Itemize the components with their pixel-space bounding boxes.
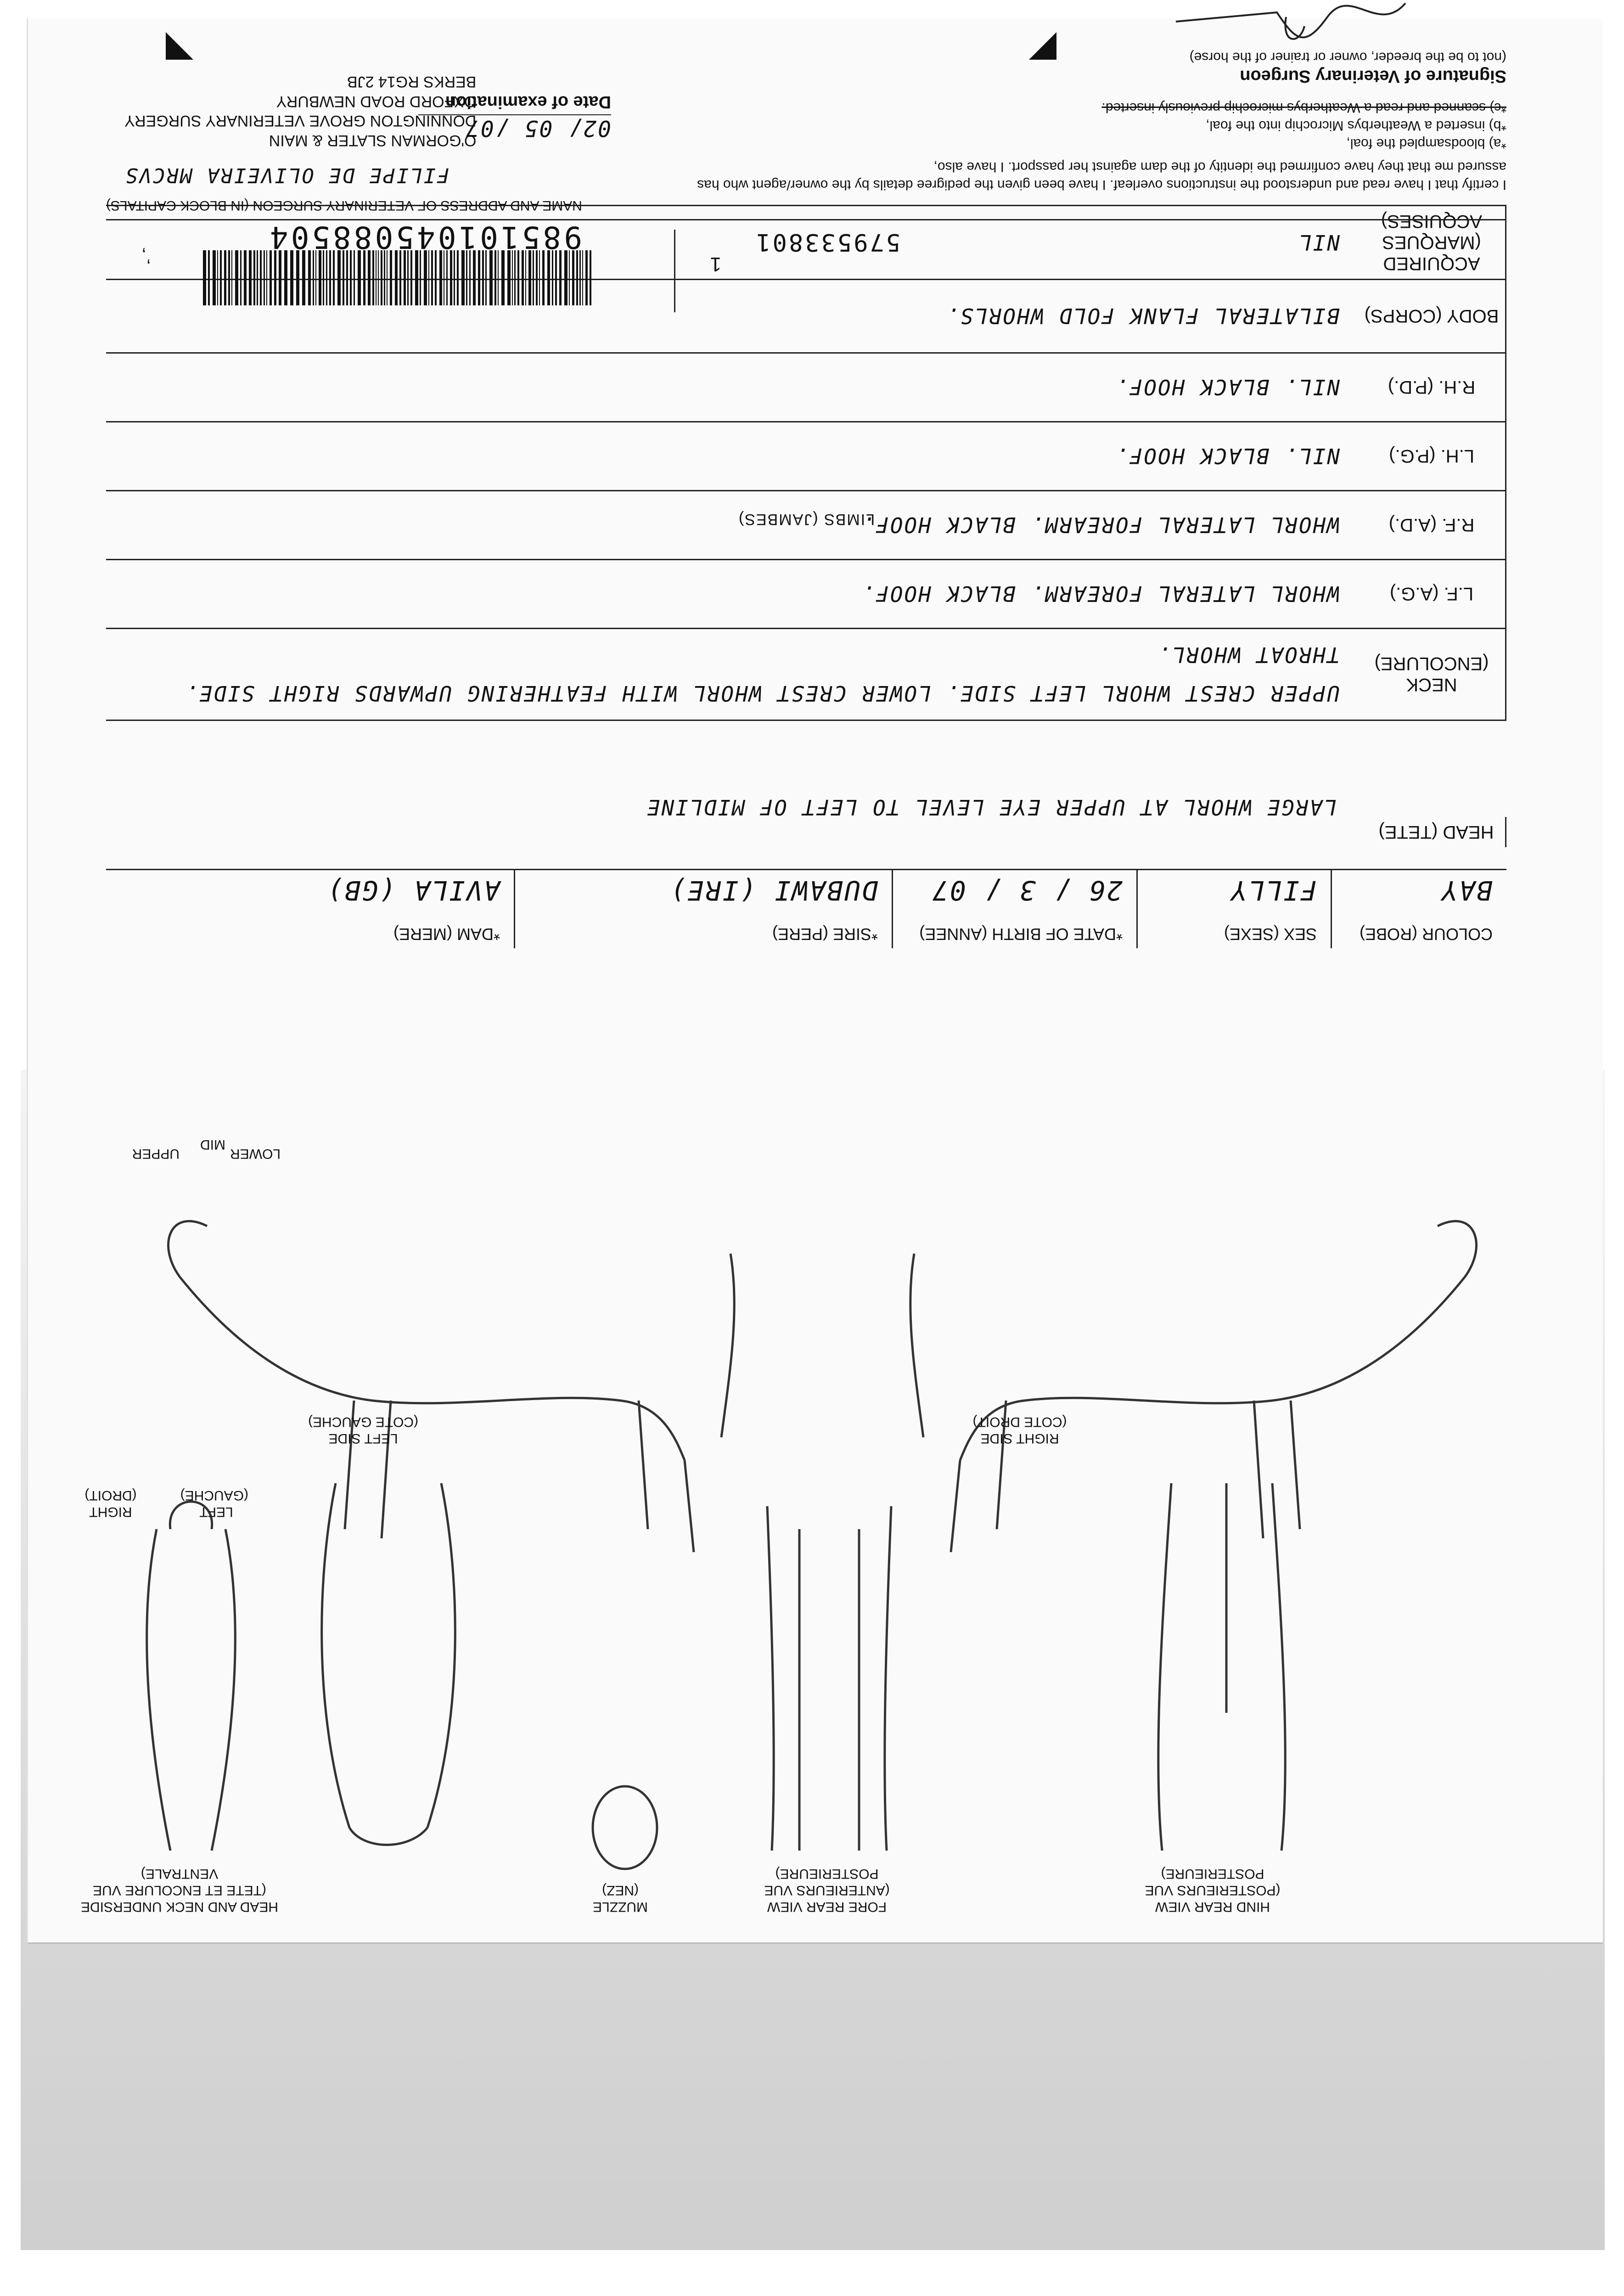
barcode-bar	[231, 250, 232, 305]
barcode-bar	[528, 250, 531, 305]
head-value: LARGE WHORL AT UPPER EYE LEVEL TO LEFT OF MIDLINE	[646, 795, 1337, 820]
sire-label: *SIRE (PERE)	[772, 925, 878, 944]
barcode-bar	[579, 250, 581, 305]
barcode-number: 985101045088504	[267, 219, 582, 255]
barcode-bar	[424, 250, 427, 305]
left-side-horse	[951, 1221, 1476, 1552]
barcode-bar	[507, 250, 511, 305]
barcode-bar	[522, 250, 524, 305]
barcode-bar	[539, 250, 540, 305]
barcode-bar	[466, 250, 467, 305]
head-front	[322, 1483, 455, 1845]
hind-rear-view	[1158, 1483, 1286, 1851]
barcode-bar	[420, 250, 421, 305]
barcode-bar	[431, 250, 433, 305]
barcode-bar	[308, 250, 311, 305]
barcode-bar	[552, 250, 553, 305]
signature-block	[864, 48, 1506, 86]
lh-label: L.H. (P.G.)	[1358, 422, 1506, 491]
signature-note: (not to be the breeder, owner or trainer of the horse)	[1189, 50, 1506, 65]
top-number: 579533801	[754, 228, 900, 256]
barcode-bar	[329, 250, 331, 305]
rf-value: WHORL LATERAL FOREARM. BLACK HOOF.	[106, 491, 1358, 560]
barcode-bar	[585, 250, 588, 305]
dob-label: *DATE OF BIRTH (ANNEE)	[919, 925, 1123, 944]
barcode-bar	[296, 250, 299, 305]
left-label: LEFT (GAUCHE)	[180, 1488, 248, 1519]
head-neck-underside	[147, 1502, 236, 1851]
barcode-bar	[439, 250, 442, 305]
address-line: O'GORMAN SLATER & MAIN	[269, 132, 477, 149]
barcode-bar	[358, 250, 361, 305]
fore-rear-view	[767, 1506, 891, 1851]
barcode-bar	[290, 250, 293, 305]
barcode-box	[105, 219, 675, 312]
barcode-bar	[326, 250, 327, 305]
certify-text: I certify that I have read and understood the instructions overleaf. I have been given the pedigree details by the owner/agent who has assured me that they have confirmed the identity of the dam against her passport. I have also,	[697, 159, 1506, 192]
barcode-bar	[279, 250, 281, 305]
left-side-tail	[910, 1254, 923, 1437]
head-label: HEAD (TETE)	[1367, 817, 1506, 847]
horse-details-row	[106, 869, 1506, 948]
barcode-bar	[399, 250, 401, 305]
barcode-bar	[542, 250, 545, 305]
dam-value: AVILA (GB)	[326, 875, 500, 906]
barcode-bar	[469, 250, 471, 305]
lf-label: L.F. (A.G.)	[1358, 560, 1506, 629]
side-mark: ʼ,	[141, 246, 151, 266]
barcode-bar	[533, 250, 534, 305]
muzzle-outline	[593, 1786, 657, 1869]
barcode-bar	[395, 250, 398, 305]
barcode-bar	[517, 250, 519, 305]
barcode-bar	[350, 250, 352, 305]
barcode-bar	[368, 250, 371, 305]
side-mark-1: 1	[710, 253, 721, 276]
barcode-bar	[378, 250, 379, 305]
neck-text-2: THROAT WHORL.	[1156, 642, 1340, 668]
date-value: 02/ 05 /07	[465, 115, 611, 141]
signature	[1139, 0, 1415, 54]
acquired-value: NIL	[106, 206, 1358, 280]
barcode-bar	[457, 250, 459, 305]
right-label: RIGHT (DROIT)	[84, 1488, 137, 1519]
barcode-bar	[315, 250, 316, 305]
barcode-bar	[572, 250, 574, 305]
barcode-bar	[410, 250, 412, 305]
dob-value: 26 / 3 / 07	[931, 875, 1123, 906]
barcode-bar	[337, 250, 341, 305]
barcode-bar	[489, 250, 493, 305]
barcode-bar	[253, 250, 255, 305]
barcode-bar	[576, 250, 578, 305]
barcode-bar	[536, 250, 538, 305]
dob-field	[892, 870, 1136, 948]
sire-field	[514, 870, 892, 948]
sex-value: FILLY	[1230, 875, 1317, 906]
vet-name: FILIPE DE OLIVEIRA MRCVS	[124, 163, 450, 187]
option-a: *a) bloodsampled the foal,	[1346, 136, 1506, 151]
address-line: DONNINGTON GROVE VETERINARY SURGERY	[124, 112, 477, 130]
barcode	[197, 250, 591, 305]
barcode-bar	[235, 250, 238, 305]
barcode-bar	[244, 250, 247, 305]
head-row	[106, 728, 1506, 866]
barcode-bar	[208, 250, 210, 305]
dam-label: *DAM (MERE)	[393, 925, 500, 944]
body-label: BODY (CORPS)	[1358, 280, 1506, 353]
barcode-bar	[313, 250, 314, 305]
barcode-bar	[454, 250, 455, 305]
barcode-bar	[270, 250, 272, 305]
sire-value: DUBAWI (IRE)	[669, 875, 878, 906]
lh-row	[106, 422, 1506, 491]
barcode-bar	[407, 250, 409, 305]
upper-label: UPPER	[132, 1146, 180, 1161]
barcode-bar	[228, 250, 230, 305]
barcode-bar	[569, 250, 570, 305]
mid-label: MID	[200, 1137, 225, 1152]
barcode-bar	[512, 250, 513, 305]
neck-row	[106, 629, 1506, 720]
lh-value: NIL. BLACK HOOF.	[106, 422, 1358, 491]
barcode-bar	[302, 250, 305, 305]
lf-value: WHORL LATERAL FOREARM. BLACK HOOF.	[106, 560, 1358, 629]
barcode-bar	[372, 250, 374, 305]
barcode-bar	[384, 250, 385, 305]
vet-header-label: NAME AND ADDRESS OF VETERINARY SURGEON (IN BLOCK CAPITALS)	[106, 198, 582, 213]
barcode-bar	[514, 250, 516, 305]
neck-value	[106, 629, 1358, 720]
option-c: *c) scanned and read a Weatherbys microchip previously inserted.	[1101, 100, 1506, 115]
barcode-bar	[525, 250, 526, 305]
barcode-bar	[485, 250, 487, 305]
barcode-bar	[224, 250, 226, 305]
signature-label: Signature of Veterinary Surgeon	[1240, 67, 1506, 86]
barcode-bar	[333, 250, 335, 305]
barcode-bar	[240, 250, 242, 305]
barcode-bar	[473, 250, 476, 305]
corner-mark	[166, 32, 193, 60]
date-label: Date of examination	[418, 92, 611, 115]
rh-value: NIL. BLACK HOOF.	[106, 353, 1358, 422]
rf-label: R.F. (A.D.)	[1358, 491, 1506, 560]
lower-label: LOWER	[230, 1146, 281, 1161]
barcode-bar	[354, 250, 355, 305]
muzzle-label: MUZZLE (NEZ)	[593, 1883, 648, 1914]
barcode-bar	[415, 250, 418, 305]
right-side-label: RIGHT SIDE (COTE DROIT)	[972, 1414, 1067, 1446]
barcode-bar	[319, 250, 321, 305]
barcode-bar	[284, 250, 287, 305]
barcode-bar	[582, 250, 583, 305]
right-side-tail	[721, 1254, 734, 1437]
barcode-bar	[590, 250, 591, 305]
barcode-bar	[446, 250, 448, 305]
barcode-bar	[461, 250, 465, 305]
address-line: BERKS RG14 2JB	[347, 73, 477, 91]
colour-value: BAY	[1440, 875, 1493, 906]
barcode-bar	[363, 250, 365, 305]
barcode-bar	[501, 250, 505, 305]
barcode-bar	[260, 250, 262, 305]
barcode-bar	[217, 250, 218, 305]
barcode-bar	[559, 250, 562, 305]
colour-label: COLOUR (ROBE)	[1359, 925, 1493, 944]
barcode-bar	[381, 250, 382, 305]
option-b: *b) inserted a Weatherbys Microchip into the foal,	[1206, 118, 1506, 133]
barcode-bar	[249, 250, 252, 305]
barcode-bar	[346, 250, 348, 305]
colour-field	[1331, 870, 1506, 948]
acquired-label: ACQUIRED (MARQUES ACQUISES)	[1358, 206, 1506, 280]
barcode-bar	[343, 250, 344, 305]
rh-row	[106, 353, 1506, 422]
barcode-bar	[264, 250, 265, 305]
sex-field	[1136, 870, 1331, 948]
barcode-bar	[478, 250, 480, 305]
rh-label: R.H. (P.D.)	[1358, 353, 1506, 422]
neck-text: UPPER CREST WHORL LEFT SIDE. LOWER CREST WHORL WITH FEATHERING UPWARDS RIGHT SIDE.	[184, 681, 1340, 706]
barcode-bar	[547, 250, 550, 305]
corner-mark	[1029, 32, 1056, 60]
barcode-bar	[266, 250, 267, 305]
barcode-bar	[482, 250, 484, 305]
identification-form	[28, 18, 1603, 978]
vet-options	[864, 99, 1506, 152]
barcode-bar	[387, 250, 388, 305]
head-neck-label: HEAD AND NECK UNDERSIDE (TETE ET ENCOLURE VUE VENTRALE)	[80, 1866, 279, 1914]
barcode-bar	[495, 250, 496, 305]
fore-rear-label: FORE REAR VIEW (ANTERIEURS VUE POSTERIEURE)	[764, 1866, 890, 1914]
passport-page	[27, 18, 1603, 1942]
barcode-bar	[428, 250, 429, 305]
barcode-bar	[257, 250, 258, 305]
barcode-bar	[213, 250, 216, 305]
barcode-bar	[564, 250, 568, 305]
left-side-label: LEFT SIDE (COTE GAUCHE)	[308, 1414, 418, 1446]
date-block	[418, 92, 611, 141]
limbs-label: LIMBS (JAMBES)	[737, 511, 875, 528]
barcode-bar	[220, 250, 222, 305]
barcode-bar	[435, 250, 437, 305]
barcode-bar	[498, 250, 499, 305]
sex-label: SEX (SEXE)	[1224, 925, 1317, 944]
dam-field	[119, 870, 514, 948]
horse-outline-diagrams	[28, 983, 1603, 1942]
barcode-bar	[274, 250, 276, 305]
markings-diagrams	[28, 983, 1603, 1944]
barcode-bar	[555, 250, 557, 305]
barcode-bar	[323, 250, 324, 305]
barcode-bar	[390, 250, 392, 305]
address-line: OXFORD ROAD NEWBURY	[276, 93, 477, 110]
barcode-bar	[450, 250, 452, 305]
barcode-bar	[203, 250, 206, 305]
lf-row	[106, 560, 1506, 629]
body-value: BILATERAL FLANK FOLD WHORLS.	[106, 280, 1358, 353]
hind-rear-label: HIND REAR VIEW (POSTERIEURS VUE POSTERIEURE)	[1145, 1866, 1281, 1914]
barcode-bar	[404, 250, 406, 305]
neck-label: NECK (ENCOLURE)	[1358, 629, 1506, 720]
